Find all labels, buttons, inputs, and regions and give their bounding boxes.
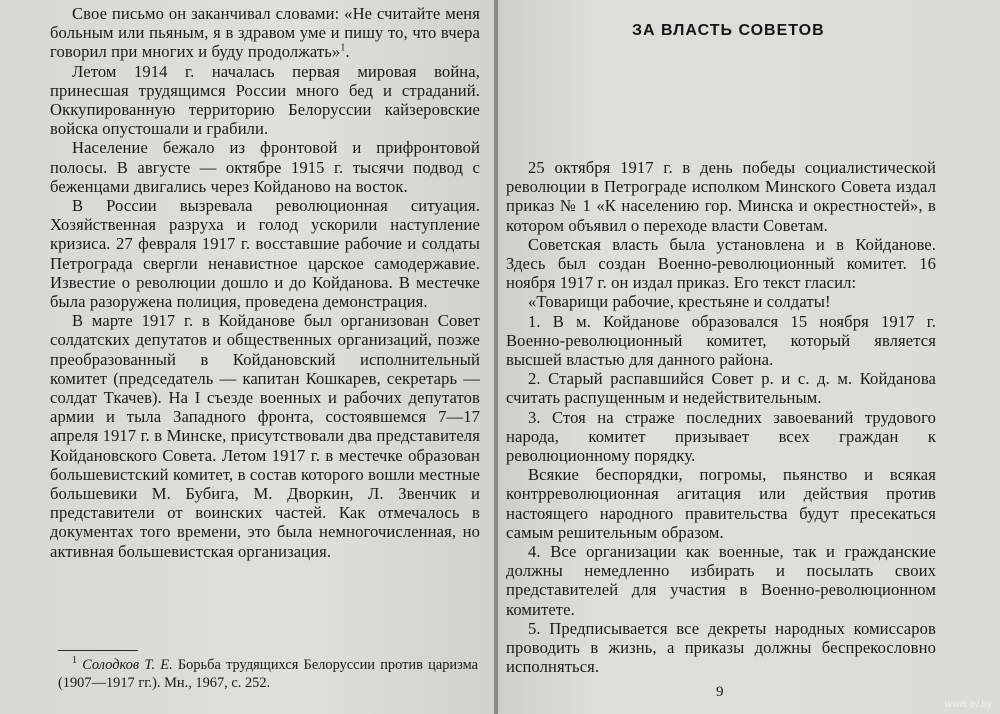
paragraph: 5. Предписывается все декреты народных комиссаров проводить в жизнь, а приказы должны беспрекословно исполняться. — [506, 618, 936, 677]
paragraph: Население бежало из фронтовой и прифронтовой полосы. В августе — октябре 1915 г. тысячи подвод с беженцами двигались через Койданово на восток. — [50, 138, 480, 196]
paragraph: Летом 1914 г. началась первая мировая война, принесшая трудящимся России много бед и страданий. Оккупированную территорию Белоруссии кайзеровские войска опустошали и грабили. — [50, 61, 480, 139]
footnote-marker: 1 — [340, 42, 346, 54]
paragraph: Всякие беспорядки, погромы, пьянство и всякая контрреволюционная агитация или действия против настоящего народного правительства будут пресекаться самым решительным образом. — [506, 465, 936, 542]
page-number: 9 — [716, 684, 724, 700]
footnote-author: Солодков Т. Е. — [82, 657, 173, 673]
paragraph: 4. Все организации как военные, так и гражданские должны немедленно избирать и посылать своих представителей для участия в Военно-революционном комитете. — [506, 542, 936, 619]
paragraph: «Товарищи рабочие, крестьяне и солдаты! — [528, 292, 831, 312]
chapter-heading: ЗА ВЛАСТЬ СОВЕТОВ — [632, 22, 825, 39]
paragraph: 25 октября 1917 г. в день победы социалистической революции в Петрограде исполком Минского Совета издал приказ № 1 «К населению гор. Минска и окрестностей», в котором объявил о переходе власти Советам. — [506, 158, 936, 235]
watermark: www.ay.by — [944, 699, 992, 710]
paragraph: Свое письмо он заканчивал словами: «Не считайте меня больным или пьяным, я в здравом уме и пишу то, что вчера говорил при многих и буду продолжать»$^1$. — [50, 4, 480, 62]
right-page-text — [506, 158, 936, 676]
footnote-divider — [58, 650, 138, 651]
paragraph: В марте 1917 г. в Койданове был организован Совет солдатских депутатов и общественных организаций, позже преобразованный в Койдановский исполнительный комитет (председатель — капитан Кошкарев, секретарь — солдат Ткачев). На I съезде военных и рабочих депутатов армии и тыла Западного фронта, состоявшемся 7—17 апреля 1917 г. в Минске, присутствовали два представителя Койдановского Совета. Летом 1917 г. в местечке образован большевистский комитет, в состав которого вошли местные большевики М. Бубига, М. Дворкин, Л. Звенчик и представители от воинских частей. Как отмечалось в документах того времени, это была немногочисленная, но активная большевистская организация. — [50, 311, 480, 561]
paragraph: 3. Стоя на страже последних завоеваний трудового народа, комитет призывает всех граждан к революционному порядку. — [506, 407, 936, 466]
paragraph: 1. В м. Койданове образовался 15 ноября 1917 г. Военно-революционный комитет, который является высшей властью для данного района. — [506, 311, 936, 370]
paragraph: 2. Старый распавшийся Совет р. и с. д. м. Койданова считать распущенным и недействительным. — [506, 369, 936, 408]
footnote-number: 1 — [72, 655, 77, 667]
footnote-text: Борьба трудящихся Белоруссии против царизма (1907—1917 гг.). Мн., 1967, с. 252. — [58, 657, 478, 691]
left-page-text — [50, 4, 480, 561]
footnote — [58, 656, 478, 692]
paragraph: Советская власть была установлена и в Койданове. Здесь был создан Военно-революционный комитет. 16 ноября 1917 г. он издал приказ. Его текст гласил: — [506, 234, 936, 293]
paragraph: В России вызревала революционная ситуация. Хозяйственная разруха и голод ускорили наступление кризиса. 27 февраля 1917 г. восставшие рабочие и солдаты Петрограда свергли ненавистное царское самодержавие. Известие о революции дошло и до Койданова. В местечке была разоружена полиция, проведена демонстрация. — [50, 196, 480, 312]
